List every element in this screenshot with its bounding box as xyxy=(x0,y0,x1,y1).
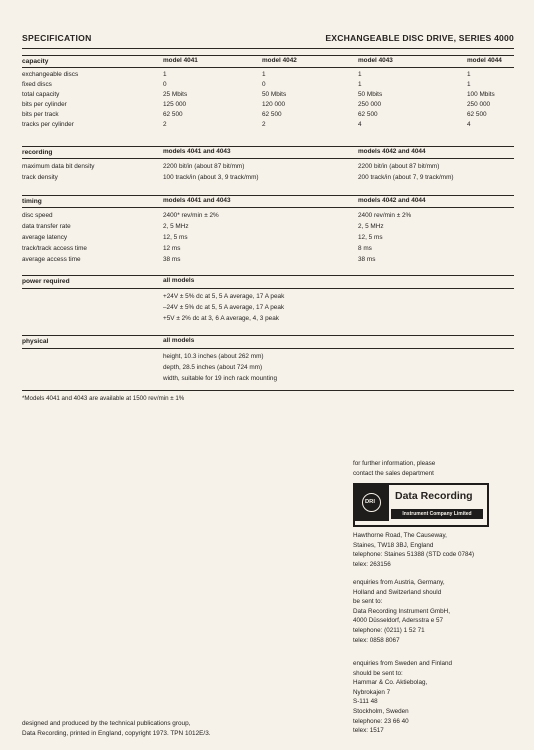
address-line: telex: 0858 8067 xyxy=(353,636,400,644)
row-label: average latency xyxy=(22,234,68,241)
uk-address xyxy=(353,531,474,569)
power-section-title: power required xyxy=(22,278,70,285)
cell: 12, 5 ms xyxy=(358,234,383,241)
logo-mark: DRI xyxy=(365,499,375,505)
row-label: data transfer rate xyxy=(22,223,71,230)
recording-top-rule xyxy=(22,146,514,147)
table-row xyxy=(0,80,534,90)
cell: 38 ms xyxy=(358,256,376,263)
cell: 200 track/in (about 7, 9 track/mm) xyxy=(358,174,454,181)
cell: 0 xyxy=(262,81,266,88)
cell: 250 000 xyxy=(358,101,382,108)
table-row xyxy=(0,90,534,100)
row-label: track/track access time xyxy=(22,245,87,252)
row-label: bits per cylinder xyxy=(22,101,67,108)
row-label: bits per track xyxy=(22,111,59,118)
header-rule xyxy=(22,48,514,49)
cell: 1 xyxy=(358,81,362,88)
physical-section-title: physical xyxy=(22,338,49,345)
address-line: Hawthorne Road, The Causeway, xyxy=(353,532,447,539)
address-line: Holland and Switzerland should xyxy=(353,588,442,596)
address-line: Data Recording Instrument GmbH, xyxy=(353,607,450,615)
cell: 50 Mbits xyxy=(262,91,287,98)
power-line: –24V ± 5% dc at 5, 5 A average, 17 A peak xyxy=(163,304,285,311)
row-label: tracks per cylinder xyxy=(22,121,74,128)
address-line: Staines, TW18 3BJ, England xyxy=(353,541,434,549)
cell: 38 ms xyxy=(163,256,181,263)
power-sub-rule xyxy=(22,288,514,289)
cell: 12, 5 ms xyxy=(163,234,188,241)
address-line: telephone: 23 66 40 xyxy=(353,717,409,725)
contact-intro-line: for further information, please xyxy=(353,460,436,467)
publication-credits xyxy=(22,719,211,739)
table-row xyxy=(0,233,534,243)
address-line: should be sent to: xyxy=(353,669,403,677)
power-line: +5V ± 2% dc at 3, 6 A average, 4, 3 peak xyxy=(163,315,279,322)
capacity-sub-rule xyxy=(22,67,514,68)
cell: 1 xyxy=(262,71,266,78)
recording-section-title: recording xyxy=(22,149,53,156)
cell: 62 500 xyxy=(163,111,183,118)
europe-enquiries xyxy=(353,578,450,645)
power-line: +24V ± 5% dc at 5, 5 A average, 17 A peak xyxy=(163,293,285,300)
cell: 2, 5 MHz xyxy=(358,223,384,230)
timing-section-title: timing xyxy=(22,198,42,205)
contact-intro-line: contact the sales department xyxy=(353,469,434,477)
cell: 4 xyxy=(358,121,362,128)
company-logo xyxy=(353,483,489,527)
row-label: maximum data bit density xyxy=(22,163,95,170)
cell: 2200 bit/in (about 87 bit/mm) xyxy=(358,163,440,170)
address-line: be sent to: xyxy=(353,598,383,606)
address-line: Nybrokajen 7 xyxy=(353,688,391,696)
table-row xyxy=(0,70,534,80)
row-label: total capacity xyxy=(22,91,60,98)
table-row xyxy=(0,211,534,221)
model-4043-header: model 4043 xyxy=(358,57,393,64)
cell: 2, 5 MHz xyxy=(163,223,189,230)
cell: 2 xyxy=(262,121,266,128)
cell: 1 xyxy=(467,81,471,88)
contact-intro xyxy=(353,459,435,478)
table-row xyxy=(0,222,534,232)
credits-line: Data Recording, printed in England, copyright 1973. TPN 1012E/3. xyxy=(22,729,211,737)
logo-company-name: Data Recording xyxy=(395,490,473,502)
row-label: exchangeable discs xyxy=(22,71,79,78)
physical-line: depth, 28.5 inches (about 724 mm) xyxy=(163,364,263,371)
address-line: enquiries from Austria, Germany, xyxy=(353,579,445,586)
cell: 0 xyxy=(163,81,167,88)
physical-top-rule xyxy=(22,335,514,336)
logo-mark-block xyxy=(355,485,389,521)
cell: 1 xyxy=(467,71,471,78)
cell: 1 xyxy=(358,71,362,78)
cell: 2200 bit/in (about 87 bit/mm) xyxy=(163,163,245,170)
physical-sub-rule xyxy=(22,348,514,349)
model-4044-header: model 4044 xyxy=(467,57,502,64)
table-row xyxy=(0,255,534,265)
credits-line: designed and produced by the technical publications group, xyxy=(22,720,191,727)
product-title: EXCHANGEABLE DISC DRIVE, SERIES 4000 xyxy=(325,33,514,43)
power-top-rule xyxy=(22,275,514,276)
cell: 62 500 xyxy=(467,111,487,118)
address-line: 4000 Düsseldorf, Adersstra e 57 xyxy=(353,617,443,625)
table-row xyxy=(0,244,534,254)
cell: 100 track/in (about 3, 9 track/mm) xyxy=(163,174,259,181)
cell: 1 xyxy=(163,71,167,78)
cell: 250 000 xyxy=(467,101,491,108)
cell: 100 Mbits xyxy=(467,91,495,98)
model-4042-header: model 4042 xyxy=(262,57,297,64)
address-line: Stockholm, Sweden xyxy=(353,707,409,715)
recording-group-b-header: models 4042 and 4044 xyxy=(358,148,426,155)
footnote-rule xyxy=(22,390,514,391)
cell: 12 ms xyxy=(163,245,181,252)
table-row xyxy=(0,162,534,172)
capacity-section-title: capacity xyxy=(22,58,49,65)
timing-group-a-header: models 4041 and 4043 xyxy=(163,197,231,204)
table-row xyxy=(0,120,534,130)
cell: 2400 rev/min ± 2% xyxy=(358,212,412,219)
recording-group-a-header: models 4041 and 4043 xyxy=(163,148,231,155)
nordic-enquiries xyxy=(353,659,452,736)
cell: 25 Mbits xyxy=(163,91,188,98)
address-line: enquiries from Sweden and Finland xyxy=(353,660,453,667)
address-line: S-111 48 xyxy=(353,698,378,706)
cell: 62 500 xyxy=(358,111,378,118)
physical-line: width, suitable for 19 inch rack mounting xyxy=(163,375,278,382)
table-row xyxy=(0,173,534,183)
row-label: track density xyxy=(22,174,58,181)
timing-group-b-header: models 4042 and 4044 xyxy=(358,197,426,204)
timing-top-rule xyxy=(22,195,514,196)
physical-group-header: all models xyxy=(163,337,195,344)
cell: 120 000 xyxy=(262,101,286,108)
row-label: fixed discs xyxy=(22,81,52,88)
timing-sub-rule xyxy=(22,207,514,208)
cell: 4 xyxy=(467,121,471,128)
address-line: telex: 263156 xyxy=(353,560,391,568)
address-line: Hammar & Co. Aktiebolag, xyxy=(353,679,428,687)
cell: 2 xyxy=(163,121,167,128)
row-label: disc speed xyxy=(22,212,53,219)
cell: 8 ms xyxy=(358,245,372,252)
address-line: telephone: Staines 51388 (STD code 0784) xyxy=(353,551,475,559)
cell: 62 500 xyxy=(262,111,282,118)
power-group-header: all models xyxy=(163,277,195,284)
row-label: average access time xyxy=(22,256,81,263)
cell: 2400* rev/min ± 2% xyxy=(163,212,219,219)
footnote: *Models 4041 and 4043 are available at 1500 rev/min ± 1% xyxy=(22,395,185,402)
table-row xyxy=(0,100,534,110)
cell: 50 Mbits xyxy=(358,91,383,98)
physical-line: height, 10.3 inches (about 262 mm) xyxy=(163,353,264,360)
cell: 125 000 xyxy=(163,101,187,108)
recording-sub-rule xyxy=(22,158,514,159)
address-line: telephone: (0211) 1 52 71 xyxy=(353,626,425,634)
logo-subtitle: Instrument Company Limited xyxy=(391,509,483,519)
table-row xyxy=(0,110,534,120)
model-4041-header: model 4041 xyxy=(163,57,198,64)
address-line: telex: 1517 xyxy=(353,727,384,735)
page-title: SPECIFICATION xyxy=(22,33,92,43)
